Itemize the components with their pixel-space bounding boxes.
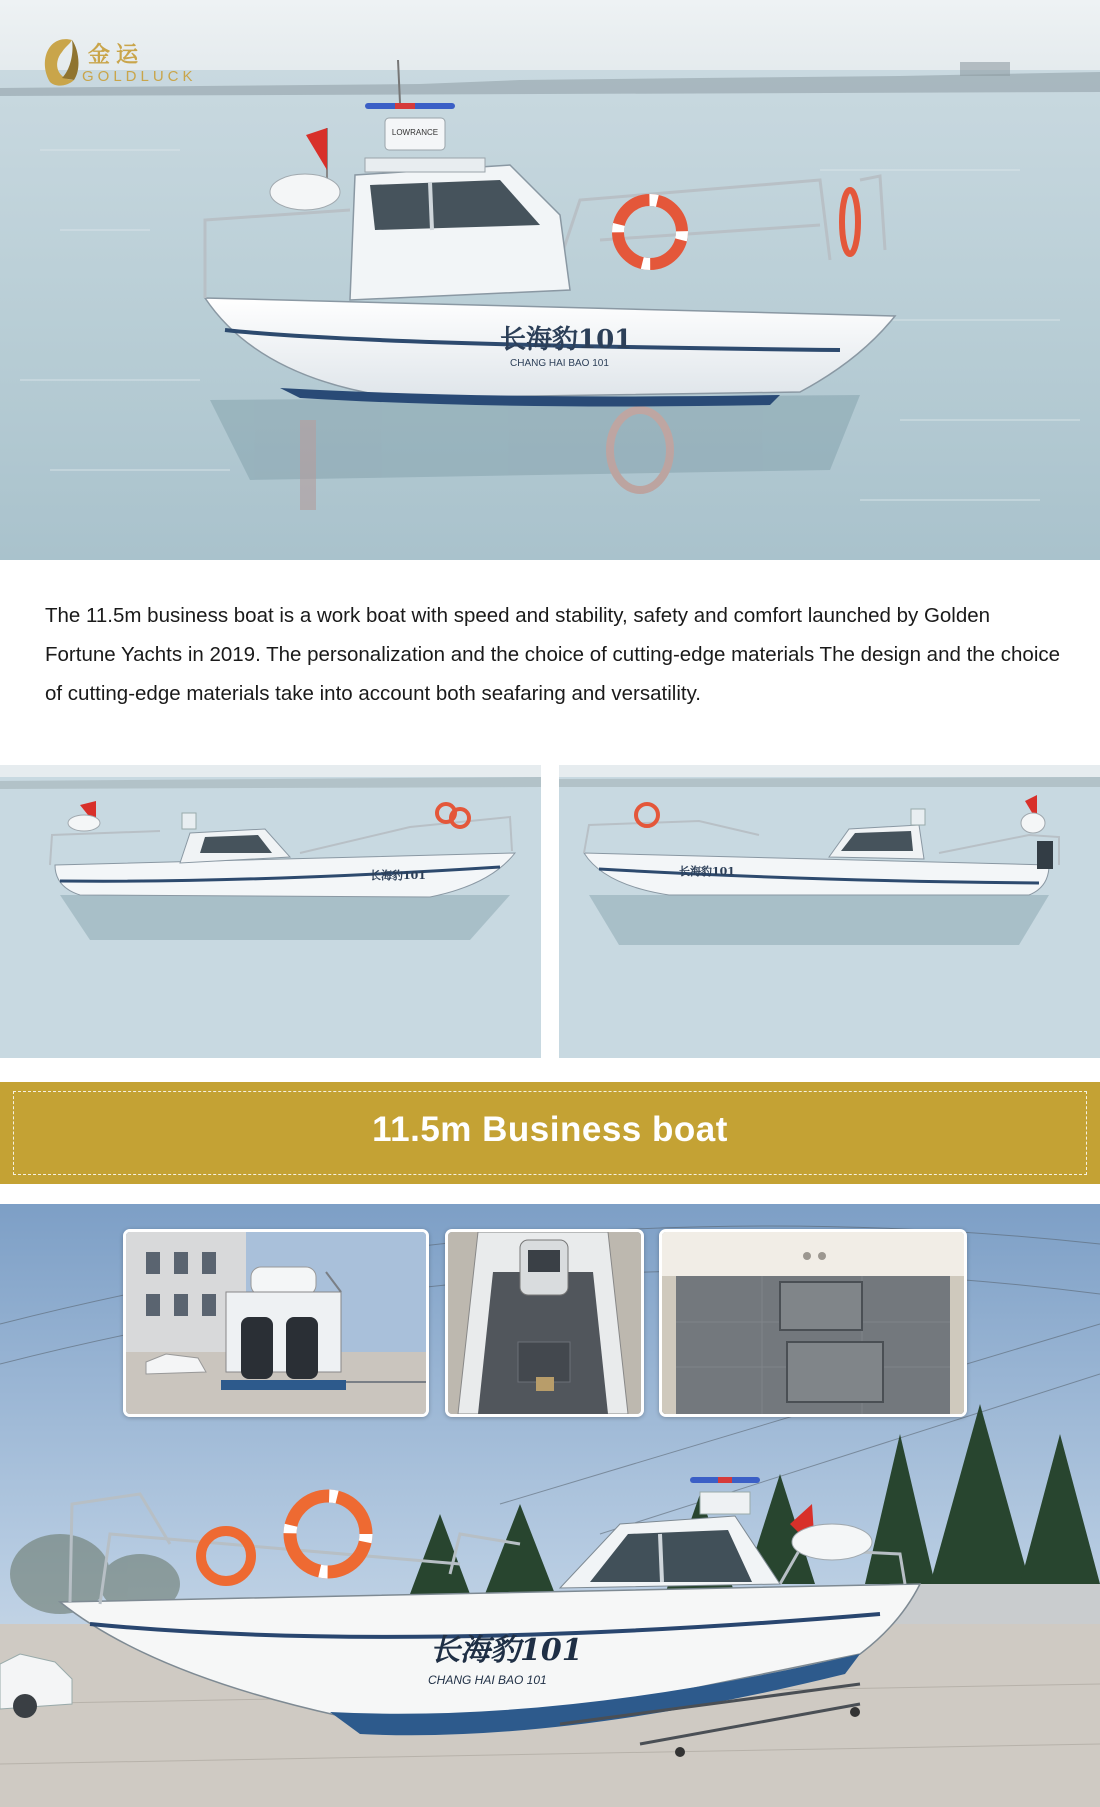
inset-stern-photo xyxy=(123,1229,429,1417)
brand-name-cn: 金运 xyxy=(88,42,145,68)
hull-name-en: CHANG HAI BAO 101 xyxy=(510,358,609,369)
banner-title: 11.5m Business boat xyxy=(372,1110,728,1149)
brand-name-en: GOLDLUCK xyxy=(82,68,197,85)
hull-name-en-large: CHANG HAI BAO 101 xyxy=(428,1673,547,1687)
photo-side-right xyxy=(559,765,1100,1058)
section-banner xyxy=(0,1082,1100,1184)
hero-photo xyxy=(0,0,1100,560)
inset-floor-photo xyxy=(659,1229,967,1417)
hull-name-cn: 长海豹101 xyxy=(500,325,633,355)
hull-name-cn-large: 长海豹101 xyxy=(430,1633,583,1668)
radar-label: LOWRANCE xyxy=(391,128,439,137)
inset-deck-photo xyxy=(445,1229,644,1417)
logo-mark-icon xyxy=(38,34,80,88)
showcase-photo xyxy=(0,1204,1100,1807)
hull-name-cn-right: 长海豹101 xyxy=(679,865,735,878)
product-description: The 11.5m business boat is a work boat with speed and stability, safety and comfort launched by Golden Fortune Yachts in 2019. The personalization and the choice of cutting-edge materials The design and the choice of cutting-edge materials take into account both seafaring and versatility. xyxy=(45,604,1061,705)
brand-logo xyxy=(38,34,258,94)
hull-name-cn-left: 长海豹101 xyxy=(370,869,426,882)
photo-side-left xyxy=(0,765,541,1058)
